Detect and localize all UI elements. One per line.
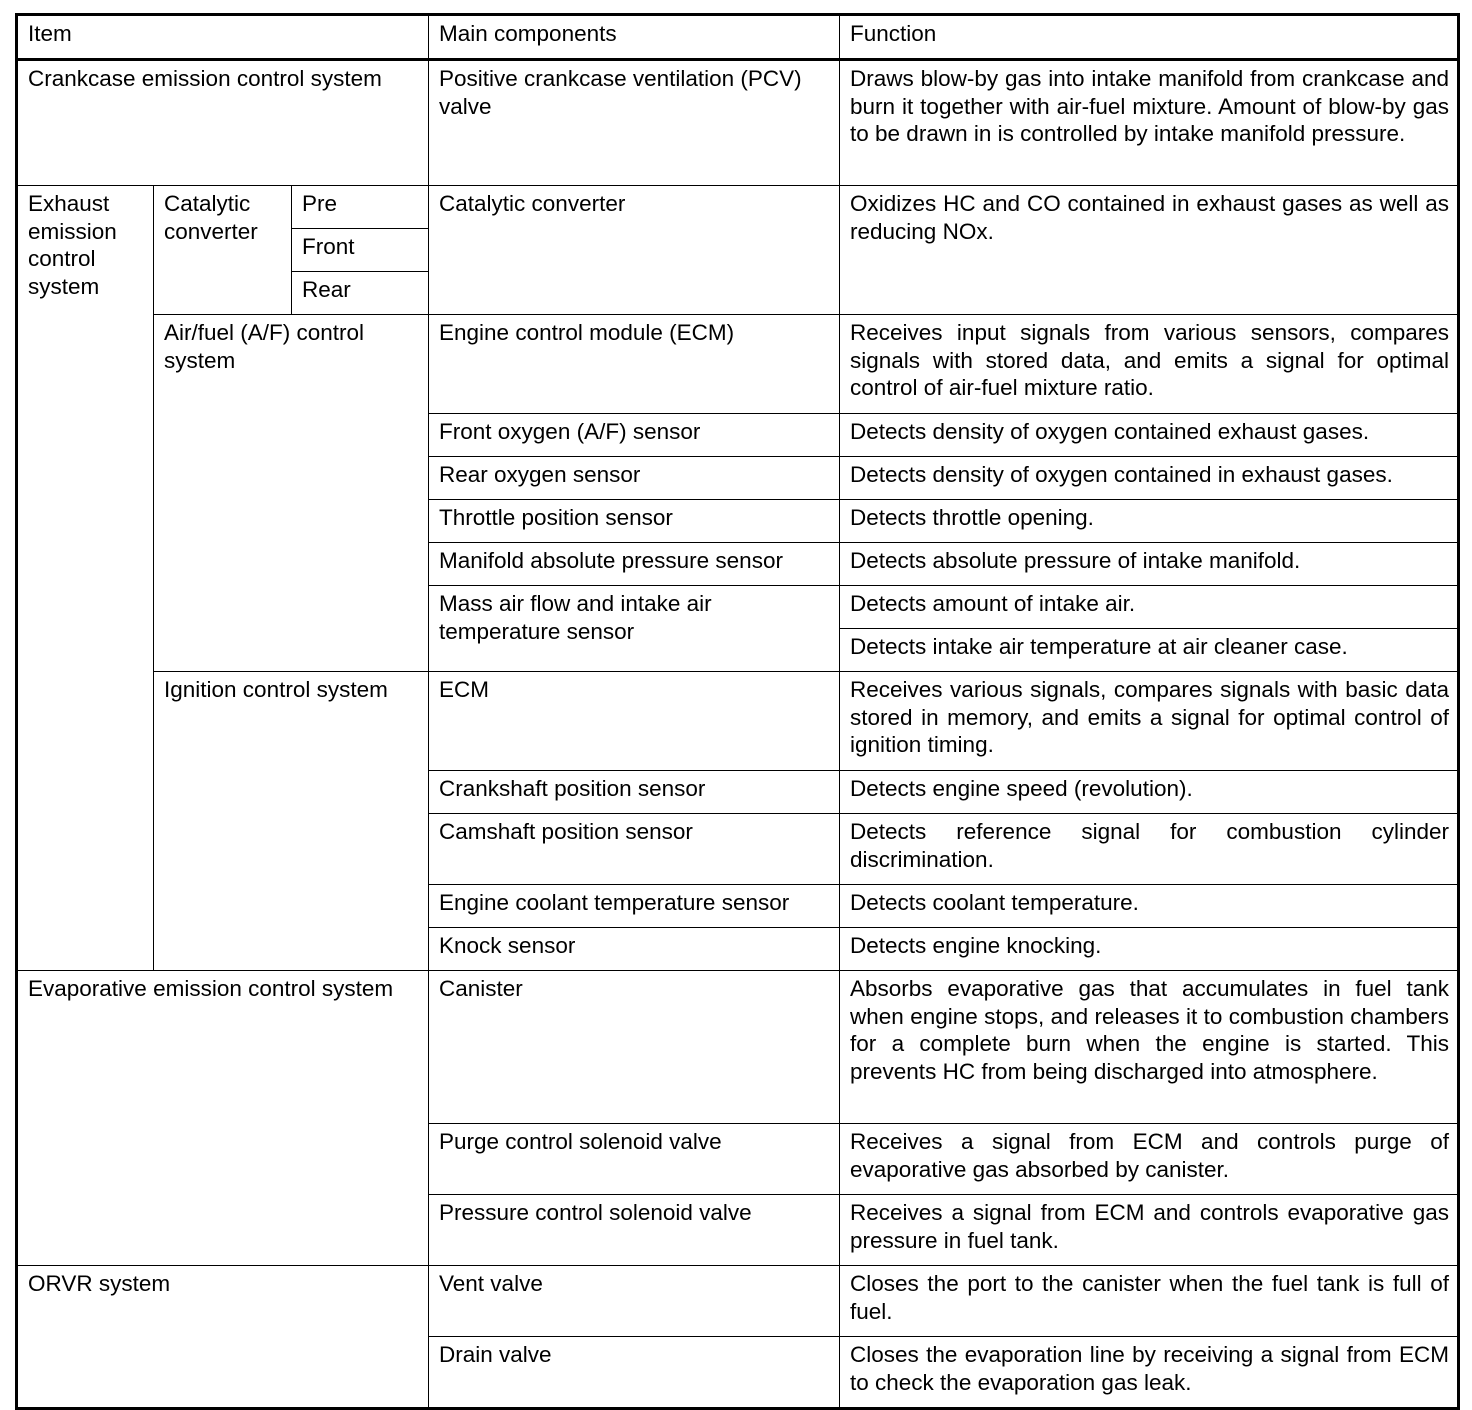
function-cell: Detects coolant temperature. <box>840 885 1459 928</box>
function-cell: Receives a signal from ECM and controls evaporative gas pressure in fuel tank. <box>840 1195 1459 1266</box>
component-cell: Catalytic converter <box>429 186 840 315</box>
function-cell: Detects absolute pressure of intake manifold. <box>840 543 1459 586</box>
table-row <box>17 315 1459 414</box>
function-cell: Detects density of oxygen contained in exhaust gases. <box>840 457 1459 500</box>
component-cell: Positive crankcase ventilation (PCV) valve <box>429 60 840 186</box>
component-cell: Canister <box>429 971 840 1124</box>
component-cell: Mass air flow and intake air temperature sensor <box>429 586 840 672</box>
component-cell: Engine coolant temperature sensor <box>429 885 840 928</box>
function-cell: Detects engine speed (revolution). <box>840 771 1459 814</box>
item-evaporative: Evaporative emission control system <box>17 971 429 1266</box>
table-row <box>17 186 1459 229</box>
item-orvr: ORVR system <box>17 1266 429 1409</box>
component-cell: Throttle position sensor <box>429 500 840 543</box>
function-cell: Detects reference signal for combustion cylinder discrimination. <box>840 814 1459 885</box>
component-cell: Vent valve <box>429 1266 840 1337</box>
table-row <box>17 971 1459 1124</box>
component-cell: Front oxygen (A/F) sensor <box>429 414 840 457</box>
header-row <box>17 15 1459 60</box>
subitem-af-control: Air/fuel (A/F) control system <box>154 315 429 672</box>
function-cell: Detects amount of intake air. <box>840 586 1459 629</box>
function-cell: Detects throttle opening. <box>840 500 1459 543</box>
subitem-ignition-control: Ignition control system <box>154 672 429 971</box>
function-cell: Absorbs evaporative gas that accumulates in fuel tank when engine stops, and releases it to combustion chambers for a complete burn when the engine is started. This prevents HC from being discharged into atmosphere. <box>840 971 1459 1124</box>
catalytic-sub-pre: Pre <box>292 186 429 229</box>
function-cell: Detects intake air temperature at air cleaner case. <box>840 629 1459 672</box>
component-cell: Purge control solenoid valve <box>429 1124 840 1195</box>
function-cell: Oxidizes HC and CO contained in exhaust gases as well as reducing NOx. <box>840 186 1459 315</box>
table-row <box>17 1266 1459 1337</box>
function-cell: Draws blow-by gas into intake manifold from crankcase and burn it together with air-fuel mixture. Amount of blow-by gas to be drawn in is controlled by intake manifold pressure. <box>840 60 1459 186</box>
item-crankcase: Crankcase emission control system <box>17 60 429 186</box>
function-cell: Receives a signal from ECM and controls purge of evaporative gas absorbed by canister. <box>840 1124 1459 1195</box>
emission-control-table <box>15 13 1460 1410</box>
function-cell: Closes the evaporation line by receiving a signal from ECM to check the evaporation gas leak. <box>840 1337 1459 1409</box>
item-exhaust: Exhaust emission control system <box>17 186 154 971</box>
component-cell: Drain valve <box>429 1337 840 1409</box>
header-item: Item <box>17 15 429 60</box>
catalytic-sub-front: Front <box>292 229 429 272</box>
function-cell: Detects engine knocking. <box>840 928 1459 971</box>
component-cell: Pressure control solenoid valve <box>429 1195 840 1266</box>
catalytic-sub-rear: Rear <box>292 272 429 315</box>
component-cell: Manifold absolute pressure sensor <box>429 543 840 586</box>
subitem-catalytic-converter: Catalytic converter <box>154 186 292 315</box>
function-cell: Receives various signals, compares signals with basic data stored in memory, and emits a signal for optimal control of ignition timing. <box>840 672 1459 771</box>
function-cell: Receives input signals from various sensors, compares signals with stored data, and emits a signal for optimal control of air-fuel mixture ratio. <box>840 315 1459 414</box>
header-main-components: Main components <box>429 15 840 60</box>
component-cell: Camshaft position sensor <box>429 814 840 885</box>
component-cell: Rear oxygen sensor <box>429 457 840 500</box>
function-cell: Detects density of oxygen contained exhaust gases. <box>840 414 1459 457</box>
component-cell: Crankshaft position sensor <box>429 771 840 814</box>
table-row <box>17 60 1459 186</box>
table-row <box>17 672 1459 771</box>
function-cell: Closes the port to the canister when the fuel tank is full of fuel. <box>840 1266 1459 1337</box>
header-function: Function <box>840 15 1459 60</box>
component-cell: ECM <box>429 672 840 771</box>
component-cell: Engine control module (ECM) <box>429 315 840 414</box>
component-cell: Knock sensor <box>429 928 840 971</box>
